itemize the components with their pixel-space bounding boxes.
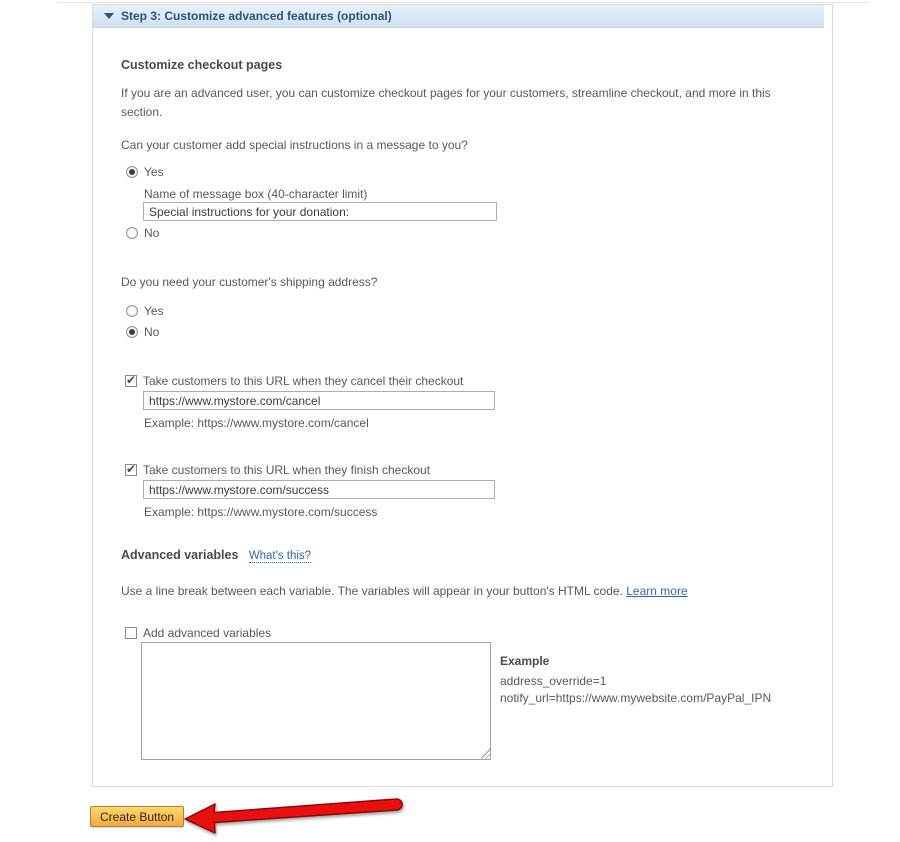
cancel-url-example: Example: https://www.mystore.com/cancel (144, 416, 369, 430)
advanced-instructions (121, 582, 688, 601)
success-url-label: Take customers to this URL when they finish checkout (143, 463, 431, 477)
shipping-yes-option[interactable] (126, 304, 164, 318)
message-box-input[interactable] (143, 202, 497, 221)
message-yes-label: Yes (144, 165, 164, 179)
add-advanced-variables-checkbox[interactable] (125, 627, 137, 639)
advanced-variables-heading: Advanced variables (121, 548, 239, 562)
success-url-input[interactable] (143, 480, 495, 499)
shipping-no-label: No (144, 325, 160, 339)
success-url-option[interactable] (125, 463, 430, 477)
add-advanced-variables-label: Add advanced variables (143, 626, 272, 640)
collapse-triangle-icon (104, 13, 114, 19)
example-heading: Example (500, 654, 550, 668)
checkout-pages-heading: Customize checkout pages (121, 58, 283, 72)
success-url-example: Example: https://www.mystore.com/success (144, 505, 378, 519)
shipping-yes-radio[interactable] (126, 305, 138, 317)
create-button[interactable]: Create Button (90, 806, 184, 827)
advanced-instructions-text: Use a line break between each variable. The variables will appear in your button's HTML code. (121, 584, 623, 598)
red-arrow-annotation (182, 792, 412, 838)
cancel-url-input[interactable] (143, 391, 495, 410)
message-question: Can your customer add special instructions in a message to you? (121, 138, 468, 152)
shipping-no-option[interactable] (126, 325, 159, 339)
advanced-example-block (500, 654, 771, 707)
textarea-resize-grip[interactable] (481, 749, 491, 759)
previous-section-divider (57, 2, 869, 3)
shipping-yes-label: Yes (144, 304, 164, 318)
message-no-radio[interactable] (126, 227, 138, 239)
example-line-2: notify_url=https://www.mywebsite.com/PayPal_IPN (500, 691, 772, 705)
cancel-url-checkbox[interactable] (125, 375, 137, 387)
advanced-variables-heading-row (121, 548, 311, 562)
message-no-option[interactable] (126, 226, 159, 240)
checkout-intro-text: If you are an advanced user, you can customize checkout pages for your customers, streamline checkout, and more in this section. (121, 86, 771, 119)
step3-header[interactable] (93, 5, 824, 28)
advanced-variables-textarea[interactable] (141, 642, 491, 760)
example-line-1: address_override=1 (500, 674, 607, 688)
whats-this-link[interactable]: What's this? (248, 550, 312, 562)
message-box-label: Name of message box (40-character limit) (144, 187, 368, 201)
shipping-question: Do you need your customer's shipping address? (121, 275, 378, 289)
step3-panel (92, 4, 833, 787)
cancel-url-label: Take customers to this URL when they cancel their checkout (143, 374, 464, 388)
shipping-no-radio[interactable] (126, 326, 138, 338)
message-no-label: No (144, 226, 160, 240)
message-yes-radio[interactable] (126, 166, 138, 178)
step3-title: Step 3: Customize advanced features (optional) (121, 9, 392, 23)
add-advanced-variables-option[interactable] (125, 626, 271, 640)
learn-more-link[interactable]: Learn more (626, 584, 688, 598)
cancel-url-option[interactable] (125, 374, 463, 388)
message-yes-option[interactable] (126, 165, 164, 179)
success-url-checkbox[interactable] (125, 464, 137, 476)
